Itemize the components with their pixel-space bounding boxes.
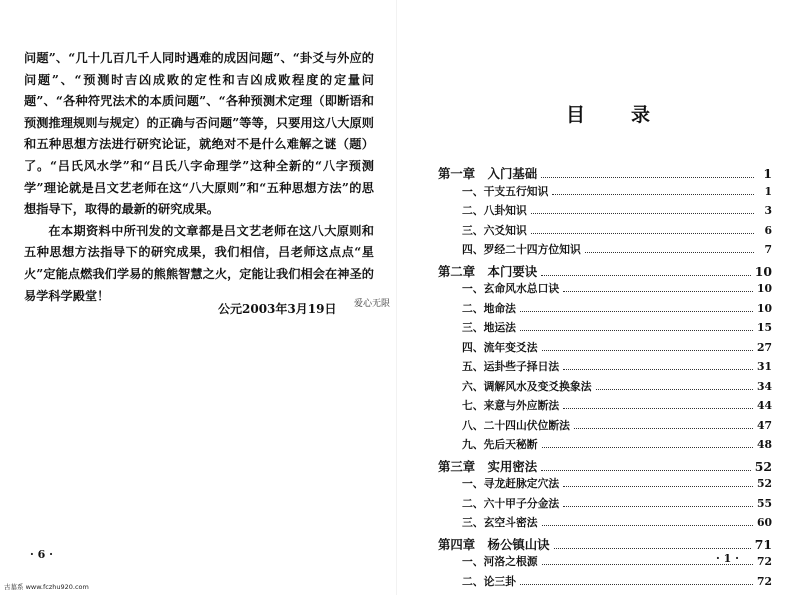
watermark-stamp: 爱心无限 bbox=[354, 299, 391, 309]
toc-section-row bbox=[438, 515, 772, 535]
toc-section-row bbox=[438, 242, 772, 262]
toc-entry-label: 二、六十甲子分金法 bbox=[462, 496, 560, 510]
toc-entry-page: 10 bbox=[756, 282, 772, 295]
toc-entry-page: 27 bbox=[756, 340, 772, 354]
toc-leader-dots bbox=[542, 447, 753, 448]
page-number-right: · 1 · bbox=[716, 552, 739, 565]
toc-leader-dots bbox=[531, 213, 754, 214]
toc-entry-page: 10 bbox=[754, 263, 772, 279]
toc-entry-label: 二、八卦知识 bbox=[462, 204, 527, 217]
toc-leader-dots bbox=[541, 470, 751, 471]
toc-entry-page: 72 bbox=[756, 555, 772, 568]
toc-section-row bbox=[438, 476, 772, 496]
toc-entry-label: 六、调解风水及变爻换象法 bbox=[462, 379, 592, 393]
toc-entry-label: 四、流年变爻法 bbox=[462, 340, 538, 354]
toc-leader-dots bbox=[542, 525, 753, 526]
toc-entry-label: 二、地命法 bbox=[462, 301, 516, 315]
toc-section-row bbox=[438, 359, 772, 379]
toc-entry-page: 10 bbox=[756, 301, 772, 315]
toc-leader-dots bbox=[542, 350, 753, 351]
toc-leader-dots bbox=[563, 506, 753, 507]
toc-section-row bbox=[438, 398, 772, 418]
toc-leader-dots bbox=[574, 428, 753, 429]
toc-section-row bbox=[438, 320, 772, 340]
toc-entry-label: 三、六爻知识 bbox=[462, 223, 527, 237]
toc-entry-page: 48 bbox=[756, 438, 772, 451]
toc-section-row bbox=[438, 340, 772, 360]
toc-leader-dots bbox=[563, 291, 753, 292]
toc-entry-page: 34 bbox=[756, 379, 772, 393]
left-page bbox=[0, 0, 396, 595]
toc-leader-dots bbox=[563, 369, 753, 370]
toc-entry-page: 52 bbox=[756, 477, 772, 490]
toc-entry-label: 第二章 本门要诀 bbox=[438, 263, 538, 279]
toc-leader-dots bbox=[554, 548, 751, 549]
toc-entry-label: 第四章 杨公镇山诀 bbox=[438, 536, 550, 552]
toc-chapter-row bbox=[438, 457, 772, 477]
toc-entry-page: 7 bbox=[764, 243, 772, 256]
toc-section-row bbox=[438, 184, 772, 204]
toc-entry-label: 四、罗经二十四方位知识 bbox=[462, 243, 581, 256]
toc-section-row bbox=[438, 223, 772, 243]
right-page bbox=[396, 0, 793, 595]
toc-entry-label: 三、玄空斗密法 bbox=[462, 516, 538, 529]
preface-paragraph-1: 问题”、“几十几百几千人同时遇难的成因问题”、“卦爻与外应的问题”、“预测时吉凶成败的定性和吉凶成败程度的定量问题”、“各种符咒法术的本质问题”、“各种预测术定理（即断语和预测推理规则与规定）的正确与否问题”等等，只要用这八大原则和五种思想方法进行研究论证，就绝对不是什么难解之谜（题）了。“吕氏风水学”和“吕氏八字命理学”这种全新的“八字预测学”理论就是吕文艺老师在这“八大原则”和“五种思想方法”的思想指导下，取得的最新的研究成果。 bbox=[24, 51, 374, 217]
toc-entry-page: 52 bbox=[754, 458, 772, 474]
toc-section-row bbox=[438, 418, 772, 438]
toc-entry-page: 44 bbox=[756, 399, 772, 412]
page-number-left: · 6 · bbox=[30, 548, 53, 561]
toc-leader-dots bbox=[585, 252, 754, 253]
toc-entry-page: 6 bbox=[764, 223, 772, 237]
toc-leader-dots bbox=[552, 194, 754, 195]
toc-entry-label: 一、寻龙赶脉定穴法 bbox=[462, 477, 560, 490]
toc-entry-page: 47 bbox=[756, 418, 772, 432]
toc-section-row bbox=[438, 301, 772, 321]
toc-chapter-row bbox=[438, 262, 772, 282]
toc-leader-dots bbox=[520, 330, 753, 331]
preface-date: 公元2003年3月19日 bbox=[218, 302, 337, 316]
preface-paragraph-2: 在本期资料中所刊发的文章都是吕文艺老师在这八大原则和五种思想方法指导下的研究成果，我们相信，吕老师这点点“星火”定能点燃我们学易的熊熊智慧之火，定能让我们相会在神圣的易学科学殿堂！ bbox=[24, 223, 374, 303]
table-of-contents bbox=[438, 164, 772, 593]
toc-entry-label: 三、地运法 bbox=[462, 321, 516, 334]
toc-section-row bbox=[438, 574, 772, 594]
toc-entry-page: 55 bbox=[756, 496, 772, 510]
toc-entry-label: 九、先后天秘断 bbox=[462, 438, 538, 451]
toc-leader-dots bbox=[563, 408, 753, 409]
toc-entry-label: 一、干支五行知识 bbox=[462, 184, 549, 198]
toc-chapter-row bbox=[438, 164, 772, 184]
toc-leader-dots bbox=[541, 275, 751, 276]
toc-section-row bbox=[438, 379, 772, 399]
toc-entry-page: 1 bbox=[764, 184, 772, 198]
toc-entry-label: 第一章 入门基础 bbox=[438, 166, 538, 181]
toc-leader-dots bbox=[563, 486, 753, 487]
toc-entry-page: 60 bbox=[756, 516, 772, 529]
toc-title: 目录 bbox=[566, 104, 697, 126]
toc-entry-label: 二、论三卦 bbox=[462, 574, 516, 588]
toc-leader-dots bbox=[520, 584, 753, 585]
toc-section-row bbox=[438, 437, 772, 457]
toc-entry-page: 1 bbox=[763, 166, 772, 181]
toc-leader-dots bbox=[541, 177, 754, 178]
preface-text bbox=[24, 48, 374, 307]
toc-entry-page: 71 bbox=[754, 536, 772, 552]
toc-entry-page: 72 bbox=[756, 574, 772, 588]
toc-leader-dots bbox=[531, 233, 754, 234]
toc-entry-page: 31 bbox=[756, 360, 772, 373]
toc-entry-label: 第三章 实用密法 bbox=[438, 458, 538, 474]
toc-section-row bbox=[438, 281, 772, 301]
toc-section-row bbox=[438, 203, 772, 223]
toc-leader-dots bbox=[596, 389, 753, 390]
toc-entry-label: 八、二十四山伏位断法 bbox=[462, 418, 570, 432]
toc-entry-page: 15 bbox=[756, 321, 772, 334]
toc-entry-page: 3 bbox=[764, 204, 772, 217]
toc-section-row bbox=[438, 496, 772, 516]
footer-watermark: 古墓系 www.fczhu920.com bbox=[4, 583, 89, 591]
toc-entry-label: 一、玄命风水总口诀 bbox=[462, 282, 560, 295]
toc-entry-label: 一、河洛之根源 bbox=[462, 555, 538, 568]
toc-leader-dots bbox=[520, 311, 753, 312]
toc-entry-label: 七、来意与外应断法 bbox=[462, 399, 560, 412]
toc-entry-label: 五、运卦些子择日法 bbox=[462, 360, 560, 373]
